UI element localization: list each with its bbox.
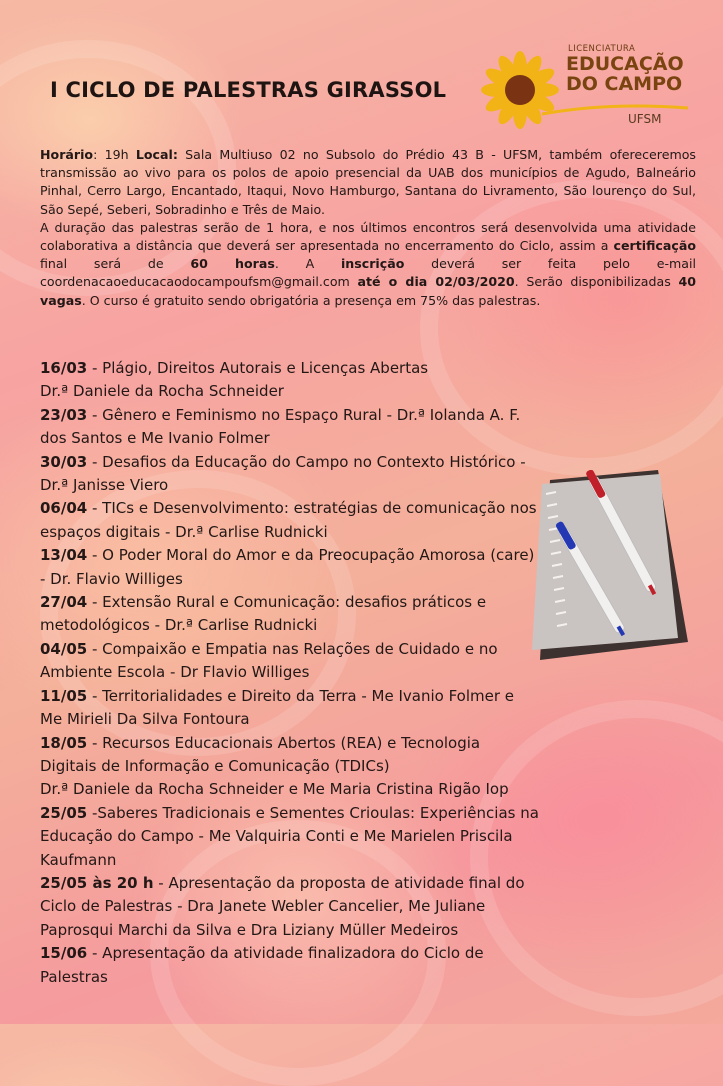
schedule-topic: - O Poder Moral do Amor e da Preocupação Amorosa (care) - Dr. Flavio Williges: [40, 546, 535, 588]
local-value: Sala Multiuso 02 no Subsolo do Prédio 43 B - UFSM, também ofereceremos transmissão ao vivo para os polos de apoio presencial da UAB dos municípios de Agudo, Balneário Pinhal, Cerro Largo, Encantado, Itaqui, Novo Hamburgo, Santana do Livramento, São lourenço do Sul, São Sepé, Seberi, Sobradinho e Três de Maio.: [40, 147, 696, 217]
schedule-entry: [40, 872, 540, 942]
logo-swoosh: [540, 100, 690, 120]
registration-label: inscrição: [340, 256, 405, 272]
schedule-entry: [40, 802, 540, 872]
schedule-date: 25/05 às 20 h: [40, 873, 154, 892]
logo-name-line1: EDUCAÇÃO: [566, 53, 684, 75]
vacancies-value: 40 vagas: [40, 274, 696, 308]
schedule-entry: [40, 638, 540, 685]
horario-label: Horário: [40, 147, 94, 162]
schedule-date: 11/05: [40, 686, 88, 705]
schedule-date: 04/05: [40, 639, 88, 658]
schedule-topic: - Apresentação da atividade finalizadora do Ciclo de Palestras: [40, 944, 484, 986]
schedule-speaker: Dr.ª Daniele da Rocha Schneider e Me Maria Cristina Rigão Iop: [40, 780, 509, 799]
intro-text-span: . O curso é gratuito sendo obrigatória a presença em 75% das palestras.: [81, 292, 541, 308]
schedule-date: 13/04: [40, 546, 88, 565]
schedule-topic: - Territorialidades e Direito da Terra - Me Ivanio Folmer e Me Mirieli Da Silva Fontoura: [40, 686, 515, 729]
schedule-entry: [40, 942, 540, 989]
logo-institution: UFSM: [628, 112, 662, 126]
hours-value: 60 horas: [190, 256, 275, 272]
schedule-date: 15/06: [40, 944, 88, 963]
notebook-with-pens-icon: [528, 470, 688, 670]
schedule-date: 30/03: [40, 452, 88, 471]
intro-text: [40, 146, 696, 310]
schedule-date: 27/04: [40, 593, 88, 612]
schedule-topic: - Recursos Educacionais Abertos (REA) e Tecnologia Digitais de Informação e Comunicação (TDICs): [40, 733, 481, 775]
schedule-date: 23/03: [40, 405, 88, 424]
schedule-topic: - Desafios da Educação do Campo no Contexto Histórico - Dr.ª Janisse Viero: [40, 452, 526, 495]
certification-label: certificação: [613, 238, 696, 254]
registration-deadline: até o dia 02/03/2020: [357, 274, 515, 290]
schedule-date: 16/03: [40, 359, 88, 377]
logo-name-line2: DO CAMPO: [566, 73, 683, 95]
schedule-topic: - TICs e Desenvolvimento: estratégias de comunicação nos espaços digitais - Dr.ª Carlise Rudnicki: [40, 499, 537, 541]
intro-duration: A duração das palestras serão de 1 hora, e nos últimos encontros será desenvolvida uma atividade colaborativa a distância que deverá ser apresentada no encerramento do Ciclo, assim a: [40, 219, 696, 254]
schedule-entry: [40, 685, 540, 732]
page-title: I CICLO DE PALESTRAS GIRASSOL: [50, 78, 447, 102]
schedule-entry: [40, 451, 540, 498]
logo: [478, 44, 698, 136]
schedule-entry: [40, 404, 540, 451]
registration-email: deverá ser feita pelo e-mail coordenacaoeducacaodocampoufsm@gmail.com: [40, 256, 696, 290]
intro-text-span: . Serão disponibilizadas: [514, 274, 679, 290]
intro-text-span: . A: [274, 256, 341, 272]
schedule-topic: - Compaixão e Empatia nas Relações de Cuidado e no Ambiente Escola - Dr Flavio Williges: [40, 639, 498, 682]
schedule-date: 18/05: [40, 733, 88, 752]
logo-subtitle: LICENCIATURA: [568, 44, 636, 54]
schedule-date: 06/04: [40, 499, 88, 518]
schedule-entry: [40, 497, 540, 544]
schedule-entry: [40, 591, 540, 638]
schedule-date: 25/05: [40, 803, 88, 822]
schedule-topic: - Apresentação da proposta de atividade final do Ciclo de Palestras - Dra Janete Webler Cancelier, Me Juliane Paprosqui Marchi da Silva e Dra Liziany Müller Medeiros: [40, 873, 525, 939]
schedule-topic: - Extensão Rural e Comunicação: desafios práticos e metodológicos - Dr.ª Carlise Rudnicki: [40, 593, 487, 635]
schedule-entry: [40, 544, 540, 591]
local-label: Local:: [135, 147, 178, 162]
schedule-topic: - Gênero e Feminismo no Espaço Rural - Dr.ª Iolanda A. F. dos Santos e Me Ivanio Folmer: [40, 405, 521, 448]
schedule-topic: -Saberes Tradicionais e Sementes Crioulas: Experiências na Educação do Campo - Me Valquiria Conti e Me Marielen Priscila Kaufmann: [40, 803, 539, 869]
schedule-entry: [40, 732, 540, 802]
schedule-list: [40, 357, 540, 989]
intro-text-span: final será de: [40, 256, 191, 272]
schedule-speaker: Dr.ª Daniele da Rocha Schneider: [40, 382, 284, 401]
horario-value: : 19h: [93, 147, 136, 162]
schedule-entry: [40, 357, 540, 404]
schedule-topic: - Plágio, Direitos Autorais e Licenças Abertas: [87, 359, 429, 377]
